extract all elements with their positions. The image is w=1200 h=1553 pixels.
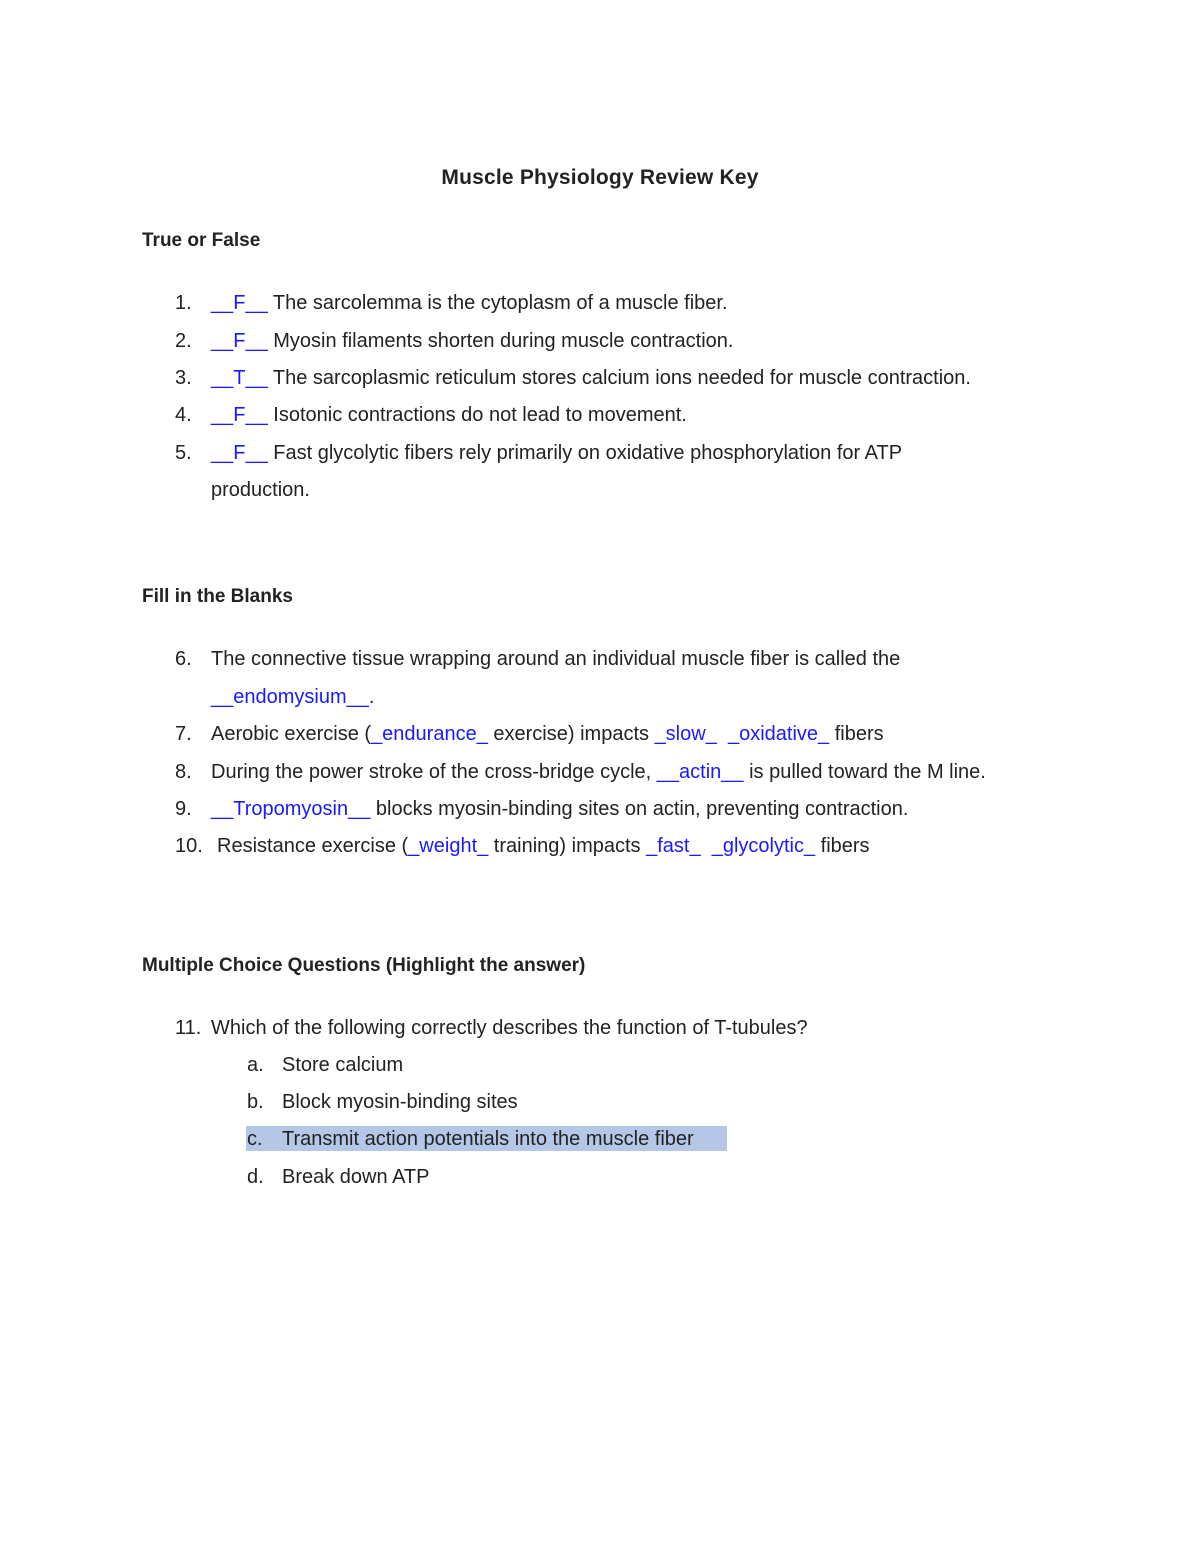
- option-letter: a.: [247, 1054, 264, 1076]
- item-number: 5.: [175, 442, 192, 464]
- answer-blank: __endomysium__: [211, 686, 369, 708]
- option-text: Block myosin-binding sites: [282, 1091, 518, 1113]
- option-text: Store calcium: [282, 1054, 404, 1076]
- answer-blank: __F__: [211, 442, 268, 464]
- question-text: Resistance exercise (: [217, 835, 409, 857]
- question-text: Which of the following correctly describes the function of T-tubules?: [211, 1017, 808, 1039]
- question-text: training) impacts: [488, 835, 647, 857]
- answer-blank: _endurance_: [371, 723, 488, 745]
- question-text: [717, 723, 728, 745]
- section-heading-fill-blanks: Fill in the Blanks: [142, 586, 293, 607]
- answer-blank: _fast_: [646, 835, 701, 857]
- answer-blank: __F__: [211, 404, 268, 426]
- question-text: blocks myosin-binding sites on actin, preventing contraction.: [370, 798, 909, 820]
- item-number: 11.: [175, 1017, 202, 1039]
- answer-blank: _slow_: [654, 723, 717, 745]
- question-text: [701, 835, 712, 857]
- question-text: fibers: [829, 723, 884, 745]
- answer-blank: __actin__: [656, 761, 744, 783]
- question-text: is pulled toward the M line.: [743, 761, 986, 783]
- answer-blank: _weight_: [408, 835, 489, 857]
- item-number: 3.: [175, 367, 192, 389]
- question-text-continuation: production.: [211, 479, 310, 501]
- option-text: Transmit action potentials into the muscle fiber: [282, 1128, 694, 1150]
- question-text: The sarcoplasmic reticulum stores calcium ions needed for muscle contraction.: [267, 367, 971, 389]
- option-letter: b.: [247, 1091, 264, 1113]
- item-number: 9.: [175, 798, 192, 820]
- item-number: 8.: [175, 761, 192, 783]
- option-text: Break down ATP: [282, 1166, 430, 1188]
- section-heading-true-false: True or False: [142, 230, 261, 251]
- question-text-tail: .: [368, 686, 375, 708]
- item-number: 10.: [175, 835, 203, 857]
- question-text: The sarcolemma is the cytoplasm of a muscle fiber.: [267, 292, 728, 314]
- question-text: Fast glycolytic fibers rely primarily on oxidative phosphorylation for ATP: [267, 442, 903, 464]
- item-number: 1.: [175, 292, 192, 314]
- question-text: The connective tissue wrapping around an individual muscle fiber is called the: [211, 648, 901, 670]
- item-number: 7.: [175, 723, 192, 745]
- item-number: 4.: [175, 404, 192, 426]
- answer-blank: __F__: [211, 330, 268, 352]
- question-text: Aerobic exercise (: [211, 723, 372, 745]
- section-heading-multiple-choice: Multiple Choice Questions (Highlight the answer): [142, 955, 586, 976]
- answer-blank: __T__: [211, 367, 268, 389]
- item-number: 6.: [175, 648, 192, 670]
- answer-blank: __Tropomyosin__: [211, 798, 371, 820]
- answer-blank: _oxidative_: [727, 723, 830, 745]
- option-letter: c.: [247, 1128, 263, 1150]
- page-title: Muscle Physiology Review Key: [441, 166, 759, 189]
- answer-blank: _glycolytic_: [711, 835, 816, 857]
- item-number: 2.: [175, 330, 192, 352]
- question-text: Myosin filaments shorten during muscle contraction.: [267, 330, 734, 352]
- option-letter: d.: [247, 1166, 264, 1188]
- question-text: Isotonic contractions do not lead to movement.: [267, 404, 687, 426]
- question-text: fibers: [815, 835, 870, 857]
- question-text: exercise) impacts: [487, 723, 655, 745]
- answer-blank: __F__: [211, 292, 268, 314]
- question-text: During the power stroke of the cross-bridge cycle,: [211, 761, 657, 783]
